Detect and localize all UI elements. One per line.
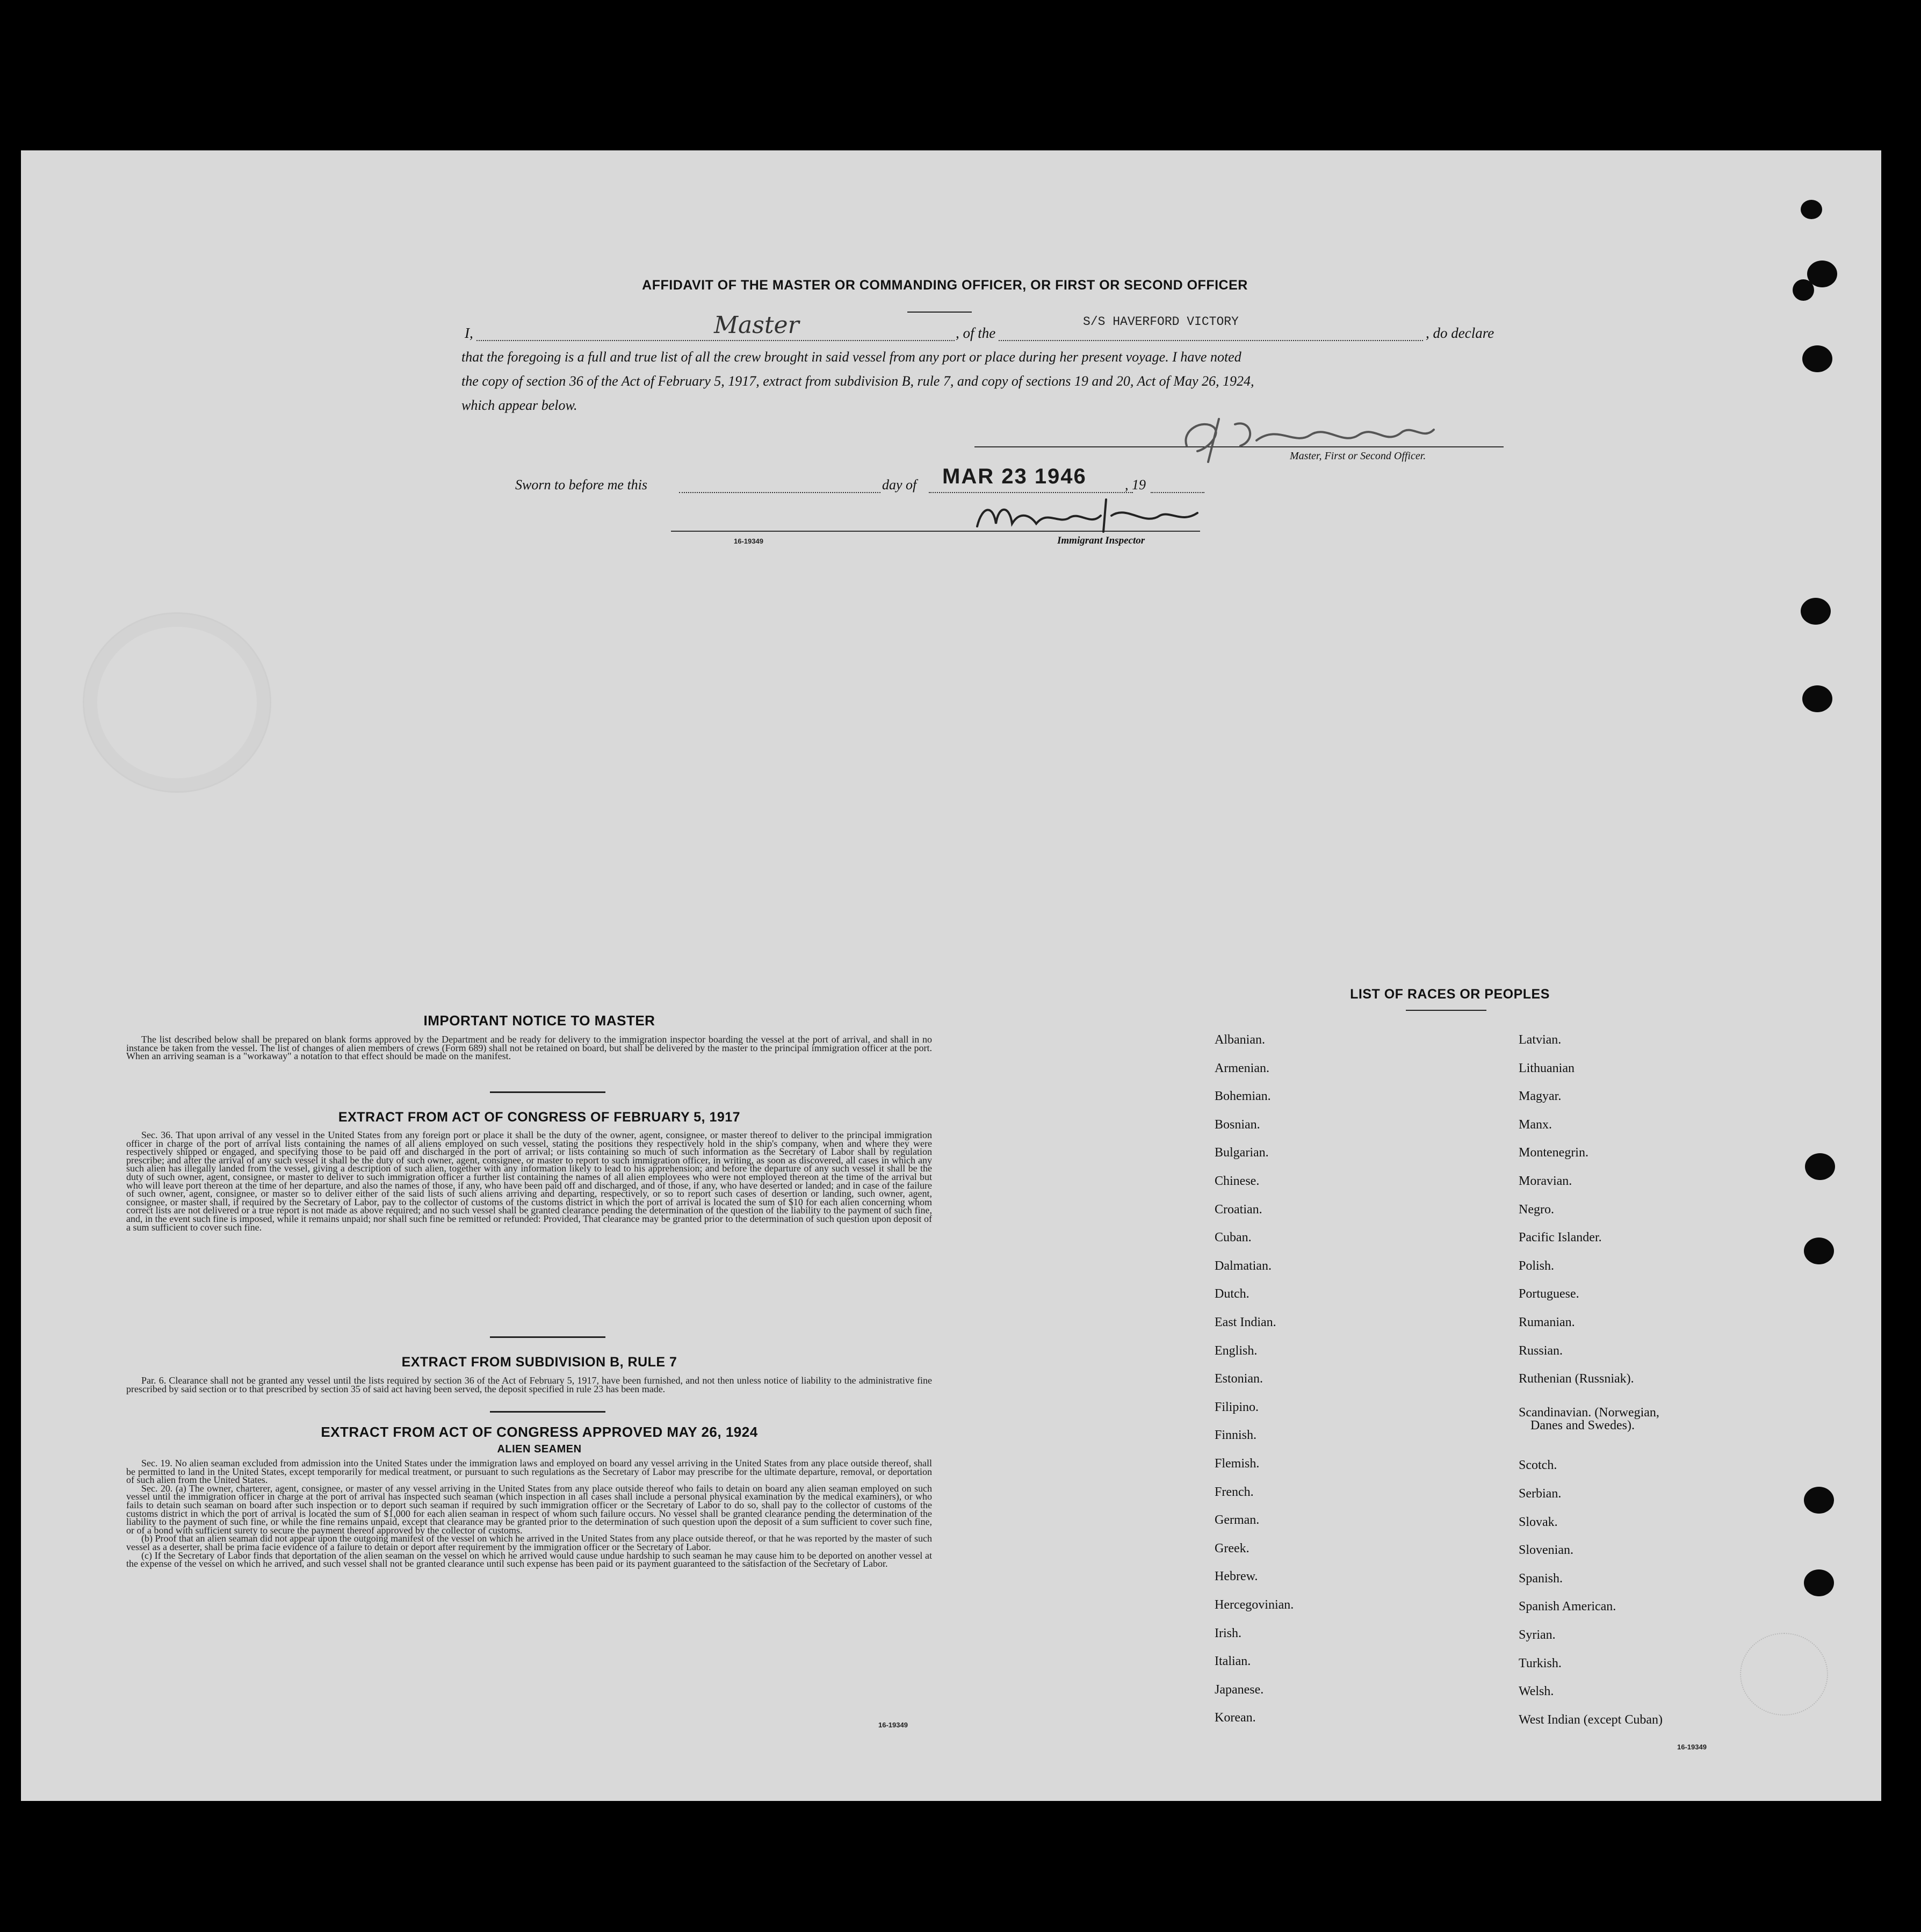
race-item: Scandinavian. (Norwegian, bbox=[1519, 1405, 1659, 1420]
sec20a-paragraph: Sec. 20. (a) The owner, charterer, agent, consignee, or master of any vessel arriving in the United States from any place outside thereof who fails to detain on board any alien seaman employed on such vessel until the immigration officer in charge at the port of arrival has inspected such seaman (which inspection in all cases shall include a personal physical examination by the medical examiners), or who fails to detain such seaman on board after such inspection or to deport such seaman if required by such immigration officer or the Secretary of Labor to do so, shall pay to the collector of customs of the customs district in which the port of arrival is located the sum of $1,000 for each alien seaman in respect of whom such failure occurs. No vessel shall be granted clearance pending the determination of the liability to the payment of such fine, or while the fine remains unpaid, except that clearance may be granted prior to the determination of such question upon the deposit of a sum sufficient to cover such fine, or of a bond with sufficient surety to secure the payment thereof approved by the collector of customs. bbox=[126, 1482, 932, 1536]
extract-1917-body bbox=[126, 1131, 932, 1232]
punch-hole bbox=[1802, 685, 1832, 712]
master-signature-caption: Master, First or Second Officer. bbox=[1290, 450, 1426, 462]
embossed-seal bbox=[83, 612, 271, 793]
extract-rule7-paragraph: Par. 6. Clearance shall not be granted any vessel until the lists required by section 36 of the Act of February 5, 1917, have been furnished, and not then unless notice of liability to the administrative fine prescribed by said section or to that prescribed by section 35 of said act having been served, the deposit specified in rule 23 has been made. bbox=[126, 1375, 932, 1394]
race-item: Montenegrin. bbox=[1519, 1146, 1588, 1160]
race-item: Serbian. bbox=[1519, 1487, 1562, 1501]
race-item: East Indian. bbox=[1215, 1315, 1276, 1329]
punch-hole bbox=[1804, 1487, 1834, 1514]
declaration-line-3: which appear below. bbox=[461, 397, 577, 413]
race-item: Bulgarian. bbox=[1215, 1146, 1269, 1160]
section-divider bbox=[490, 1336, 605, 1338]
notice-body bbox=[126, 1036, 932, 1061]
affidavit-section bbox=[21, 150, 1881, 580]
race-item: Finnish. bbox=[1215, 1428, 1257, 1443]
race-item: Slovak. bbox=[1519, 1515, 1558, 1529]
section-divider bbox=[490, 1411, 605, 1413]
race-item: Welsh. bbox=[1519, 1684, 1554, 1699]
race-item: Magyar. bbox=[1519, 1089, 1562, 1104]
year-line bbox=[1151, 492, 1204, 493]
race-item: Chinese. bbox=[1215, 1174, 1260, 1188]
race-item: Filipino. bbox=[1215, 1400, 1259, 1414]
affidavit-title: AFFIDAVIT OF THE MASTER OR COMMANDING OFFICER, OR FIRST OR SECOND OFFICER bbox=[642, 278, 1248, 293]
race-item: Danes and Swedes). bbox=[1530, 1418, 1635, 1432]
do-declare-label: , do declare bbox=[1426, 325, 1494, 341]
title-underline bbox=[907, 312, 972, 313]
document-page bbox=[21, 150, 1881, 1801]
extract-1924-subtitle: ALIEN SEAMEN bbox=[497, 1443, 582, 1455]
punch-hole bbox=[1804, 1238, 1834, 1264]
race-item: Estonian. bbox=[1215, 1372, 1263, 1386]
punch-hole bbox=[1804, 1569, 1834, 1596]
race-item: Korean. bbox=[1215, 1711, 1256, 1725]
race-item: Latvian. bbox=[1519, 1033, 1562, 1047]
race-item: Irish. bbox=[1215, 1626, 1241, 1640]
extract-rule7-body bbox=[126, 1377, 932, 1393]
vessel-name: S/S HAVERFORD VICTORY bbox=[1083, 315, 1239, 329]
notice-paragraph: The list described below shall be prepared on blank forms approved by the Department and be ready for delivery to the immigration inspector boarding the vessel at the port of arrival, and shall in no instance be taken from the vessel. The list of changes of alien members of crews (Form 689) shall not be retained on board, but shall be delivered by the master to the principal immigration officer at the port. When an arriving seaman is a "workaway" a notation to that effect should be made on the manifest. bbox=[126, 1034, 932, 1062]
race-item: Russian. bbox=[1519, 1343, 1563, 1358]
race-item: Negro. bbox=[1519, 1202, 1554, 1217]
race-item: Dutch. bbox=[1215, 1287, 1250, 1301]
of-the-label: , of the bbox=[956, 325, 996, 341]
declaration-line-1: that the foregoing is a full and true list of all the crew brought in said vessel from any port or place during her present voyage. I have noted bbox=[461, 349, 1241, 365]
extract-rule7-title: EXTRACT FROM SUBDIVISION B, RULE 7 bbox=[401, 1355, 677, 1370]
race-item: Spanish. bbox=[1519, 1571, 1563, 1586]
race-item: Moravian. bbox=[1519, 1174, 1572, 1188]
extract-1917-paragraph: Sec. 36. That upon arrival of any vessel in the United States from any foreign port or place it shall be the duty of the owner, agent, consignee, or master thereof to deliver to the principal immigration officer in charge of the port of arrival lists containing the names of all aliens employed on such vessel, stating the positions they respectively hold in the ship's company, when and where they were respectively shipped or engaged, and specifying those to be paid off and discharged in the port of arrival; or lists containing so much of such information as the Secretary of Labor shall by regulation prescribe; and after the arrival of any such vessel it shall be the duty of such owner, agent, consignee, or master to report to such immigration officer, in writing, as soon as discovered, all cases in which any such alien has illegally landed from the vessel, giving a description of such alien, together with any information likely to lead to his apprehension; and before the departure of any such vessel it shall be the duty of such owner, agent, consignee, or master to deliver to such immigration officer a further list containing the names of all alien employees who were not employed thereon at the time of the arrival but who will leave port thereon at the time of her departure, and also the names of those, if any, who have been paid off and discharged, and of those, if any, who have deserted or landed; and in case of the failure of such owner, agent, consignee, or master so to deliver either of the said lists of such aliens arriving and departing, respectively, or so to report such cases of desertion or landing, such owner, agent, consignee, or master shall, if required by the Secretary of Labor, pay to the collector of customs of the customs district in which the port of arrival is located the sum of $10 for each alien concerning whom correct lists are not delivered or a true report is not made as above required; and no such vessel shall be granted clearance pending the determination of the question of the liability to the payment of such fine, and, in the event such fine is imposed, while it remains unpaid; nor shall such fine be remitted or refunded: Provided, That clearance may be granted prior to the determination of such question upon deposit of a sum sufficient to cover such fine. bbox=[126, 1130, 932, 1233]
inspector-signature bbox=[972, 494, 1208, 537]
race-item: Flemish. bbox=[1215, 1457, 1260, 1471]
race-item: Rumanian. bbox=[1519, 1315, 1575, 1329]
sec20c-paragraph: (c) If the Secretary of Labor finds that deportation of the alien seaman on the vessel on which he arrived would cause undue hardship to such seaman he may cause him to be deported on another vessel at the expense of the vessel on which he arrived, and such vessel shall not be granted clearance until such expense has been paid or its payment guaranteed to the satisfaction of the Secretary of Labor. bbox=[126, 1550, 932, 1569]
sworn-day-line bbox=[679, 492, 880, 493]
race-item: Greek. bbox=[1215, 1541, 1250, 1555]
race-item: Scotch. bbox=[1519, 1458, 1557, 1473]
name-line bbox=[476, 340, 955, 341]
race-item: Spanish American. bbox=[1519, 1600, 1616, 1614]
extract-form-number: 16-19349 bbox=[878, 1721, 908, 1729]
i-label: I, bbox=[465, 325, 473, 341]
sworn-label: Sworn to before me this bbox=[515, 477, 648, 493]
race-item: Lithuanian bbox=[1519, 1061, 1575, 1075]
race-item: Armenian. bbox=[1215, 1061, 1269, 1075]
punch-hole bbox=[1805, 1153, 1835, 1180]
race-item: Bosnian. bbox=[1215, 1117, 1260, 1132]
punch-hole bbox=[1801, 598, 1831, 625]
master-name-handwritten: Master bbox=[714, 312, 799, 339]
race-item: Croatian. bbox=[1215, 1202, 1262, 1217]
race-item: English. bbox=[1215, 1343, 1258, 1358]
race-item: Portuguese. bbox=[1519, 1287, 1579, 1301]
section-divider bbox=[490, 1091, 605, 1093]
race-item: Albanian. bbox=[1215, 1033, 1265, 1047]
sec20b-paragraph: (b) Proof that an alien seaman did not appear upon the outgoing manifest of the vessel on which he arrived in the United States from any place outside thereof, or that he was reported by the master of such vessel as a deserter, shall be prima facie evidence of a failure to detain or deport after requirement by the immigration officer or the Secretary of Labor. bbox=[126, 1533, 932, 1552]
races-form-number: 16-19349 bbox=[1677, 1743, 1707, 1751]
races-title-underline bbox=[1406, 1010, 1486, 1011]
year-label: , 19 bbox=[1125, 477, 1146, 493]
race-item: Pacific Islander. bbox=[1519, 1231, 1602, 1245]
extract-1917-title: EXTRACT FROM ACT OF CONGRESS OF FEBRUARY 5, 1917 bbox=[338, 1110, 741, 1125]
race-item: German. bbox=[1215, 1513, 1260, 1528]
race-item: Slovenian. bbox=[1519, 1543, 1573, 1558]
race-item: Syrian. bbox=[1519, 1628, 1556, 1642]
race-item: Turkish. bbox=[1519, 1656, 1562, 1670]
day-of-label: day of bbox=[882, 477, 917, 493]
races-title: LIST OF RACES OR PEOPLES bbox=[1350, 987, 1550, 1002]
race-item: Japanese. bbox=[1215, 1682, 1264, 1697]
sec19-paragraph: Sec. 19. No alien seaman excluded from admission into the United States under the immigration laws and employed on board any vessel arriving in the United States from any place outside thereof, shall be permitted to land in the United States, except temporarily for medical treatment, or pursuant to such regulations as the Secretary of Labor may prescribe for the ultimate departure, removal, or deportation of such alien from the United States. bbox=[126, 1458, 932, 1486]
race-item: Bohemian. bbox=[1215, 1089, 1271, 1104]
race-item: Ruthenian (Russniak). bbox=[1519, 1372, 1634, 1386]
inspector-caption: Immigrant Inspector bbox=[1057, 535, 1145, 546]
race-item: Hercegovinian. bbox=[1215, 1598, 1294, 1612]
date-stamp: MAR 23 1946 bbox=[942, 465, 1087, 488]
race-item: Hebrew. bbox=[1215, 1569, 1258, 1584]
race-item: West Indian (except Cuban) bbox=[1519, 1712, 1663, 1727]
faint-stamp bbox=[1740, 1633, 1828, 1716]
notice-title: IMPORTANT NOTICE TO MASTER bbox=[423, 1012, 655, 1029]
declaration-line-2: the copy of section 36 of the Act of February 5, 1917, extract from subdivision B, rule 7, and copy of sections 19 and 20, Act of May 26, 1924, bbox=[461, 373, 1254, 389]
race-item: French. bbox=[1215, 1485, 1254, 1499]
race-item: Manx. bbox=[1519, 1117, 1552, 1132]
sworn-month-line bbox=[929, 492, 1133, 493]
vessel-line bbox=[999, 340, 1423, 341]
race-item: Cuban. bbox=[1215, 1231, 1252, 1245]
race-item: Italian. bbox=[1215, 1654, 1251, 1669]
race-item: Dalmatian. bbox=[1215, 1258, 1272, 1273]
race-item: Polish. bbox=[1519, 1258, 1555, 1273]
extract-1924-body bbox=[126, 1459, 932, 1568]
extract-1924-title: EXTRACT FROM ACT OF CONGRESS APPROVED MAY 26, 1924 bbox=[321, 1424, 758, 1440]
affidavit-form-number: 16-19349 bbox=[734, 537, 763, 545]
